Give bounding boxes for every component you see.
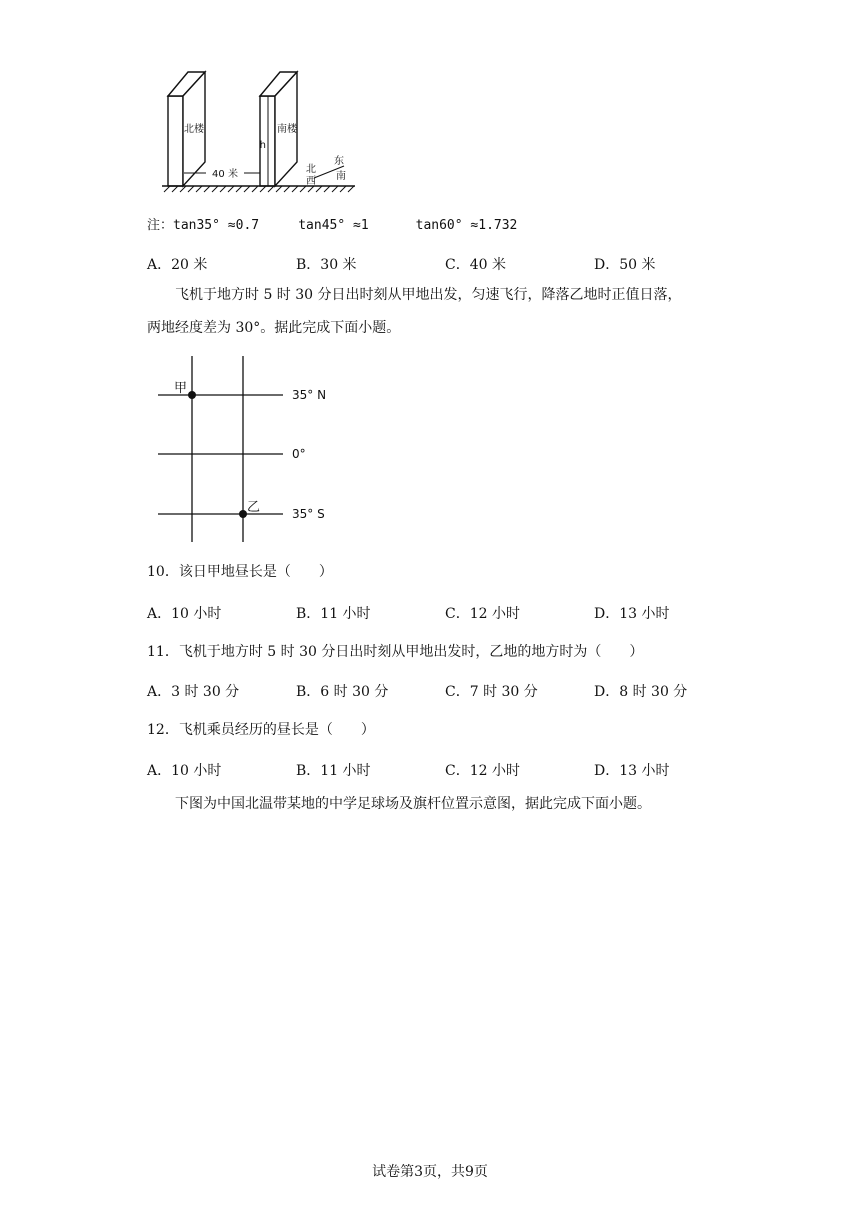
distance-label: 40 米 [212,169,238,180]
q11-stem: 11．飞机于地方时 5 时 30 分日出时刻从甲地出发时，乙地的地方时为（ ） [147,644,644,660]
q10-stem: 10．该日甲地昼长是（ ） [147,564,333,580]
north-building-label: 北楼 [184,124,204,135]
lat-35s-label: 35° S [292,507,325,521]
q10-option-d: D．13 小时 [594,606,670,622]
passage-2: 下图为中国北温带某地的中学足球场及旗杆位置示意图，据此完成下面小题。 [175,796,651,812]
lat-35n-label: 35° N [292,388,327,402]
q11-option-a: A．3 时 30 分 [147,684,240,700]
lat-equator-label: 0° [292,447,306,461]
point-b-label: 乙 [247,500,261,515]
q12-option-a: A．10 小时 [147,763,222,779]
q12-option-c: C．12 小时 [445,763,520,779]
compass-north: 北 [306,164,316,175]
q12-option-b: B．11 小时 [296,763,371,779]
q10-option-c: C．12 小时 [445,606,520,622]
latitude-map-figure [150,350,350,550]
south-building-label: 南楼 [277,124,297,135]
q11-option-c: C．7 时 30 分 [445,684,538,700]
compass-south: 南 [336,171,346,182]
passage-1-line-1: 飞机于地方时 5 时 30 分日出时刻从甲地出发，匀速飞行，降落乙地时正值日落， [175,287,682,303]
north-building-front [168,96,183,186]
buildings-figure [150,66,360,196]
q11-option-b: B．6 时 30 分 [296,684,389,700]
compass-east: 东 [334,156,344,167]
q10-option-b: B．11 小时 [296,606,371,622]
q10-option-a: A．10 小时 [147,606,222,622]
point-a-label: 甲 [174,381,188,396]
q9-option-a: A．20 米 [147,257,208,273]
q12-option-d: D．13 小时 [594,763,670,779]
point-b-marker [239,510,247,518]
compass-west: 西 [306,176,316,187]
point-a-marker [188,391,196,399]
height-label: h [259,140,266,151]
tangent-note: 注：tan35° ≈0.7 tan45° ≈1 tan60° ≈1.732 [147,218,518,233]
q9-option-c: C．40 米 [445,257,506,273]
q11-option-d: D．8 时 30 分 [594,684,688,700]
ground-hatch [164,186,354,192]
q9-option-d: D．50 米 [594,257,656,273]
q9-option-b: B．30 米 [296,257,357,273]
q12-stem: 12．飞机乘员经历的昼长是（ ） [147,722,375,738]
page-footer: 试卷第3页，共9页 [372,1164,488,1180]
passage-1-line-2: 两地经度差为 30°。据此完成下面小题。 [147,320,401,336]
